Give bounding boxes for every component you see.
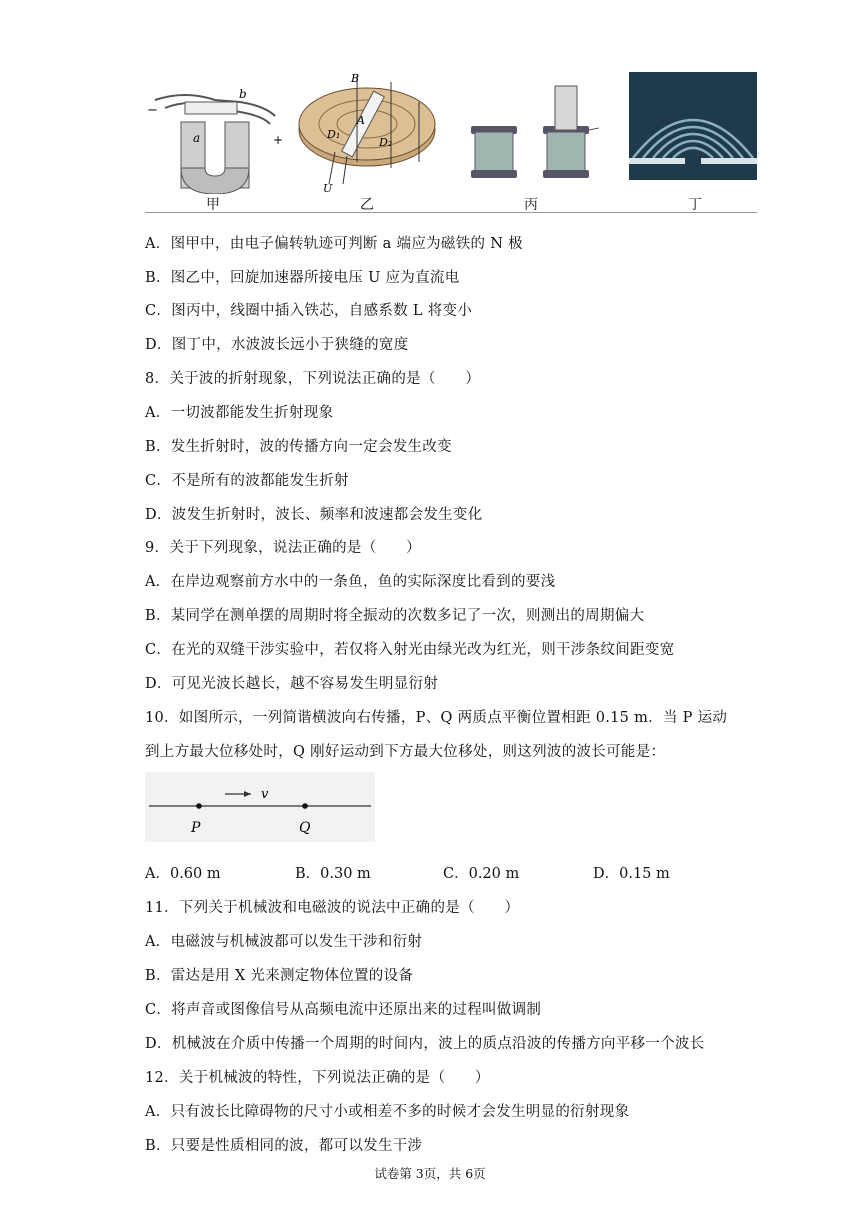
- jia-b-label: b: [239, 87, 247, 101]
- figure-ding: [629, 72, 757, 180]
- q10-option-b: B．0.30 m: [295, 866, 371, 882]
- yi-A-label: A: [357, 114, 365, 127]
- yi-D2-label: D₂: [379, 136, 393, 149]
- yi-B-label: B: [351, 72, 360, 85]
- q12-stem: 12．关于机械波的特性，下列说法正确的是（ ）: [145, 1070, 490, 1086]
- page-footer: 试卷第 3页，共 6页: [374, 1166, 486, 1181]
- Q-label: Q: [299, 820, 311, 836]
- q7-option-a: A．图甲中，由电子偏转轨迹可判断 a 端应为磁铁的 N 极: [145, 236, 523, 252]
- q12-option-a: A．只有波长比障碍物的尺寸小或相差不多的时候才会发生明显的衍射现象: [145, 1104, 630, 1120]
- q7-option-d: D．图丁中，水波波长远小于狭缝的宽度: [145, 337, 409, 353]
- q8-option-b: B．发生折射时，波的传播方向一定会发生改变: [145, 439, 452, 455]
- q11-option-b: B．雷达是用 X 光来测定物体位置的设备: [145, 968, 414, 984]
- q11-option-a: A．电磁波与机械波都可以发生干涉和衍射: [145, 934, 423, 950]
- figure-yi: [295, 72, 445, 194]
- q11-option-c: C．将声音或图像信号从高频电流中还原出来的过程叫做调制: [145, 1002, 542, 1018]
- figure-strip: [145, 72, 757, 213]
- jia-a-label: a: [193, 131, 201, 145]
- q8-option-d: D．波发生折射时，波长、频率和波速都会发生变化: [145, 507, 483, 523]
- P-label: P: [191, 820, 201, 836]
- q10-option-a: A．0.60 m: [145, 866, 221, 882]
- q10-option-c: C．0.20 m: [443, 866, 520, 882]
- q8-option-a: A．一切波都能发生折射现象: [145, 405, 334, 421]
- caption-bing: 丙: [524, 197, 538, 213]
- q11-stem: 11．下列关于机械波和电磁波的说法中正确的是（ ）: [145, 900, 520, 916]
- q10-stem-line1: 10．如图所示，一列简谐横波向右传播，P、Q 两质点平衡位置相距 0.15 m．当 P 运动: [145, 710, 728, 726]
- q10-option-d: D．0.15 m: [593, 866, 670, 882]
- caption-ding: 丁: [688, 197, 702, 213]
- yi-U-label: U: [323, 182, 333, 194]
- q11-option-d: D．机械波在介质中传播一个周期的时间内，波上的质点沿波的传播方向平移一个波长: [145, 1036, 705, 1052]
- yi-D1-label: D₁: [327, 128, 341, 141]
- jia-minus-label: −: [147, 103, 158, 118]
- q12-option-b: B．只要是性质相同的波，都可以发生干涉: [145, 1138, 423, 1154]
- point-P: [196, 803, 202, 809]
- q7-option-b: B．图乙中，回旋加速器所接电压 U 应为直流电: [145, 270, 460, 286]
- q9-option-b: B．某同学在测单摆的周期时将全振动的次数多记了一次，则测出的周期偏大: [145, 608, 645, 624]
- figure-jia: [145, 72, 285, 194]
- q9-option-c: C．在光的双缝干涉实验中，若仅将入射光由绿光改为红光，则干涉条纹间距变宽: [145, 642, 675, 658]
- q8-stem: 8．关于波的折射现象，下列说法正确的是（ ）: [145, 371, 481, 387]
- point-Q: [302, 803, 308, 809]
- q10-options-row: [145, 862, 705, 882]
- caption-yi: 乙: [360, 197, 374, 213]
- q9-stem: 9．关于下列现象，说法正确的是（ ）: [145, 540, 421, 556]
- q9-option-a: A．在岸边观察前方水中的一条鱼，鱼的实际深度比看到的要浅: [145, 574, 556, 590]
- v-label: v: [261, 787, 269, 802]
- q7-option-c: C．图丙中，线圈中插入铁芯，自感系数 L 将变小: [145, 303, 473, 319]
- caption-jia: 甲: [206, 197, 220, 213]
- figure-bing: [463, 72, 603, 194]
- q10-stem-line2: 到上方最大位移处时，Q 刚好运动到下方最大位移处，则这列波的波长可能是：: [145, 744, 666, 760]
- q9-option-d: D．可见光波长越长，越不容易发生明显衍射: [145, 676, 439, 692]
- jia-plus-label: +: [273, 133, 284, 147]
- q8-option-c: C．不是所有的波都能发生折射: [145, 473, 349, 489]
- q10-wave-figure: [145, 772, 375, 842]
